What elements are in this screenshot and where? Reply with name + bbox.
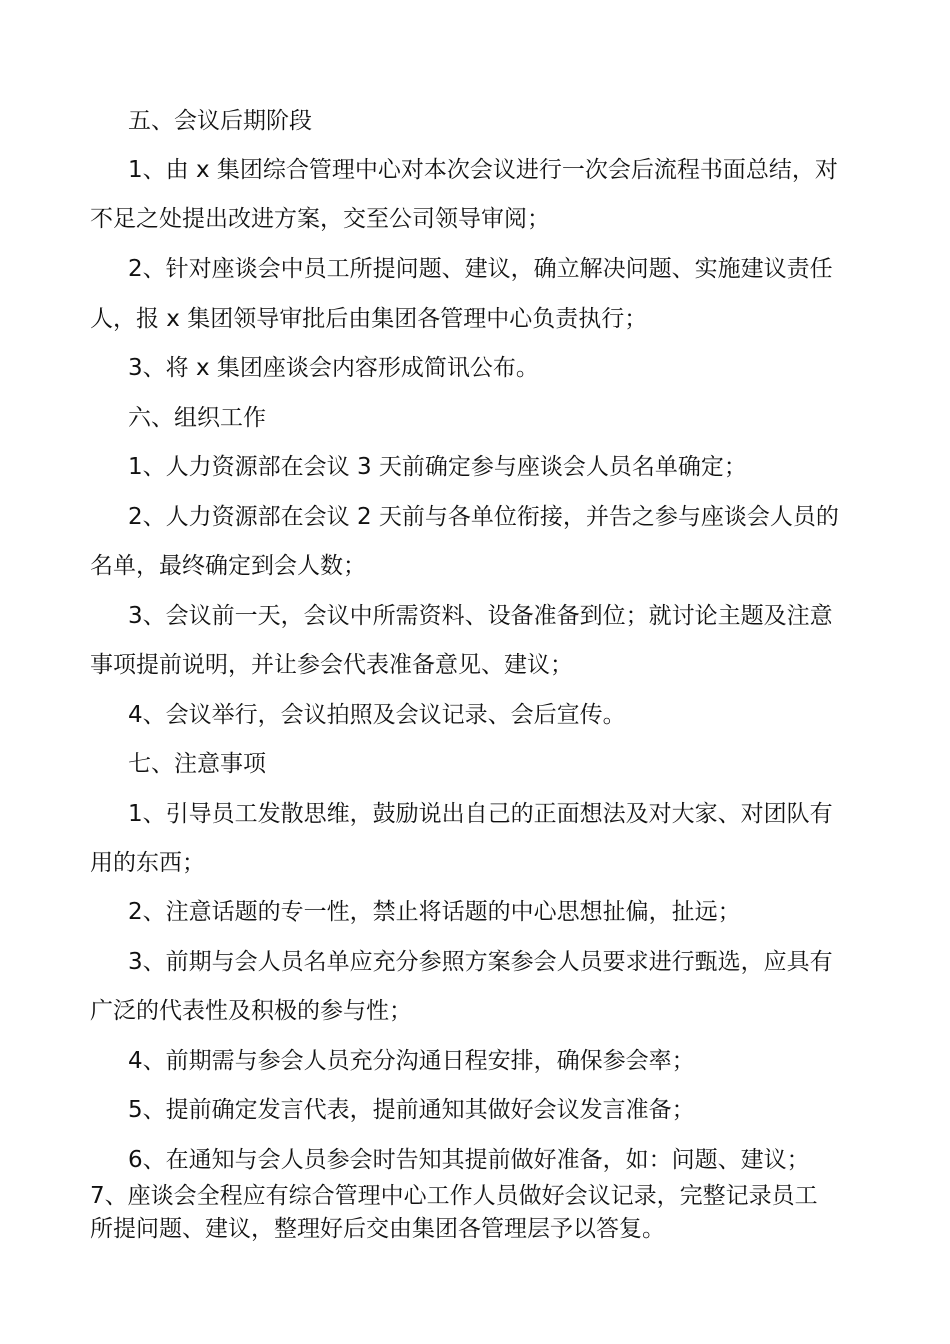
- paragraph-line: 3、将 x 集团座谈会内容形成简讯公布。: [128, 355, 539, 381]
- paragraph-line: 6、在通知与会人员参会时告知其提前做好准备，如：问题、建议；: [128, 1147, 810, 1173]
- paragraph-line: 1、由 x 集团综合管理中心对本次会议进行一次会后流程书面总结，对: [128, 157, 838, 183]
- paragraph-line: 不足之处提出改进方案，交至公司领导审阅；: [90, 206, 550, 232]
- paragraph-line: 2、针对座谈会中员工所提问题、建议，确立解决问题、实施建议责任: [128, 256, 833, 282]
- paragraph-line: 用的东西；: [90, 850, 205, 876]
- paragraph-line: 3、前期与会人员名单应充分参照方案参会人员要求进行甄选，应具有: [128, 949, 833, 975]
- section-heading-5: 五、会议后期阶段: [128, 108, 312, 134]
- paragraph-line: 4、会议举行，会议拍照及会议记录、会后宣传。: [128, 702, 626, 728]
- paragraph-line: 1、引导员工发散思维，鼓励说出自己的正面想法及对大家、对团队有: [128, 801, 833, 827]
- paragraph-line: 7、座谈会全程应有综合管理中心工作人员做好会议记录，完整记录员工: [90, 1183, 818, 1209]
- paragraph-line: 2、注意话题的专一性，禁止将话题的中心思想扯偏，扯远；: [128, 899, 741, 925]
- paragraph-line: 名单，最终确定到会人数；: [90, 553, 366, 579]
- section-heading-6: 六、组织工作: [128, 405, 266, 431]
- paragraph-line: 人，报 x 集团领导审批后由集团各管理中心负责执行；: [90, 306, 648, 332]
- paragraph-line: 2、人力资源部在会议 2 天前与各单位衔接，并告之参与座谈会人员的: [128, 504, 839, 530]
- paragraph-line: 3、会议前一天，会议中所需资料、设备准备到位；就讨论主题及注意: [128, 603, 833, 629]
- paragraph-line: 所提问题、建议，整理好后交由集团各管理层予以答复。: [90, 1216, 665, 1242]
- paragraph-line: 广泛的代表性及积极的参与性；: [90, 998, 412, 1024]
- section-heading-7: 七、注意事项: [128, 751, 266, 777]
- paragraph-line: 1、人力资源部在会议 3 天前确定参与座谈会人员名单确定；: [128, 454, 747, 480]
- paragraph-line: 4、前期需与参会人员充分沟通日程安排，确保参会率；: [128, 1048, 695, 1074]
- paragraph-line: 事项提前说明，并让参会代表准备意见、建议；: [90, 652, 573, 678]
- paragraph-line: 5、提前确定发言代表，提前通知其做好会议发言准备；: [128, 1097, 695, 1123]
